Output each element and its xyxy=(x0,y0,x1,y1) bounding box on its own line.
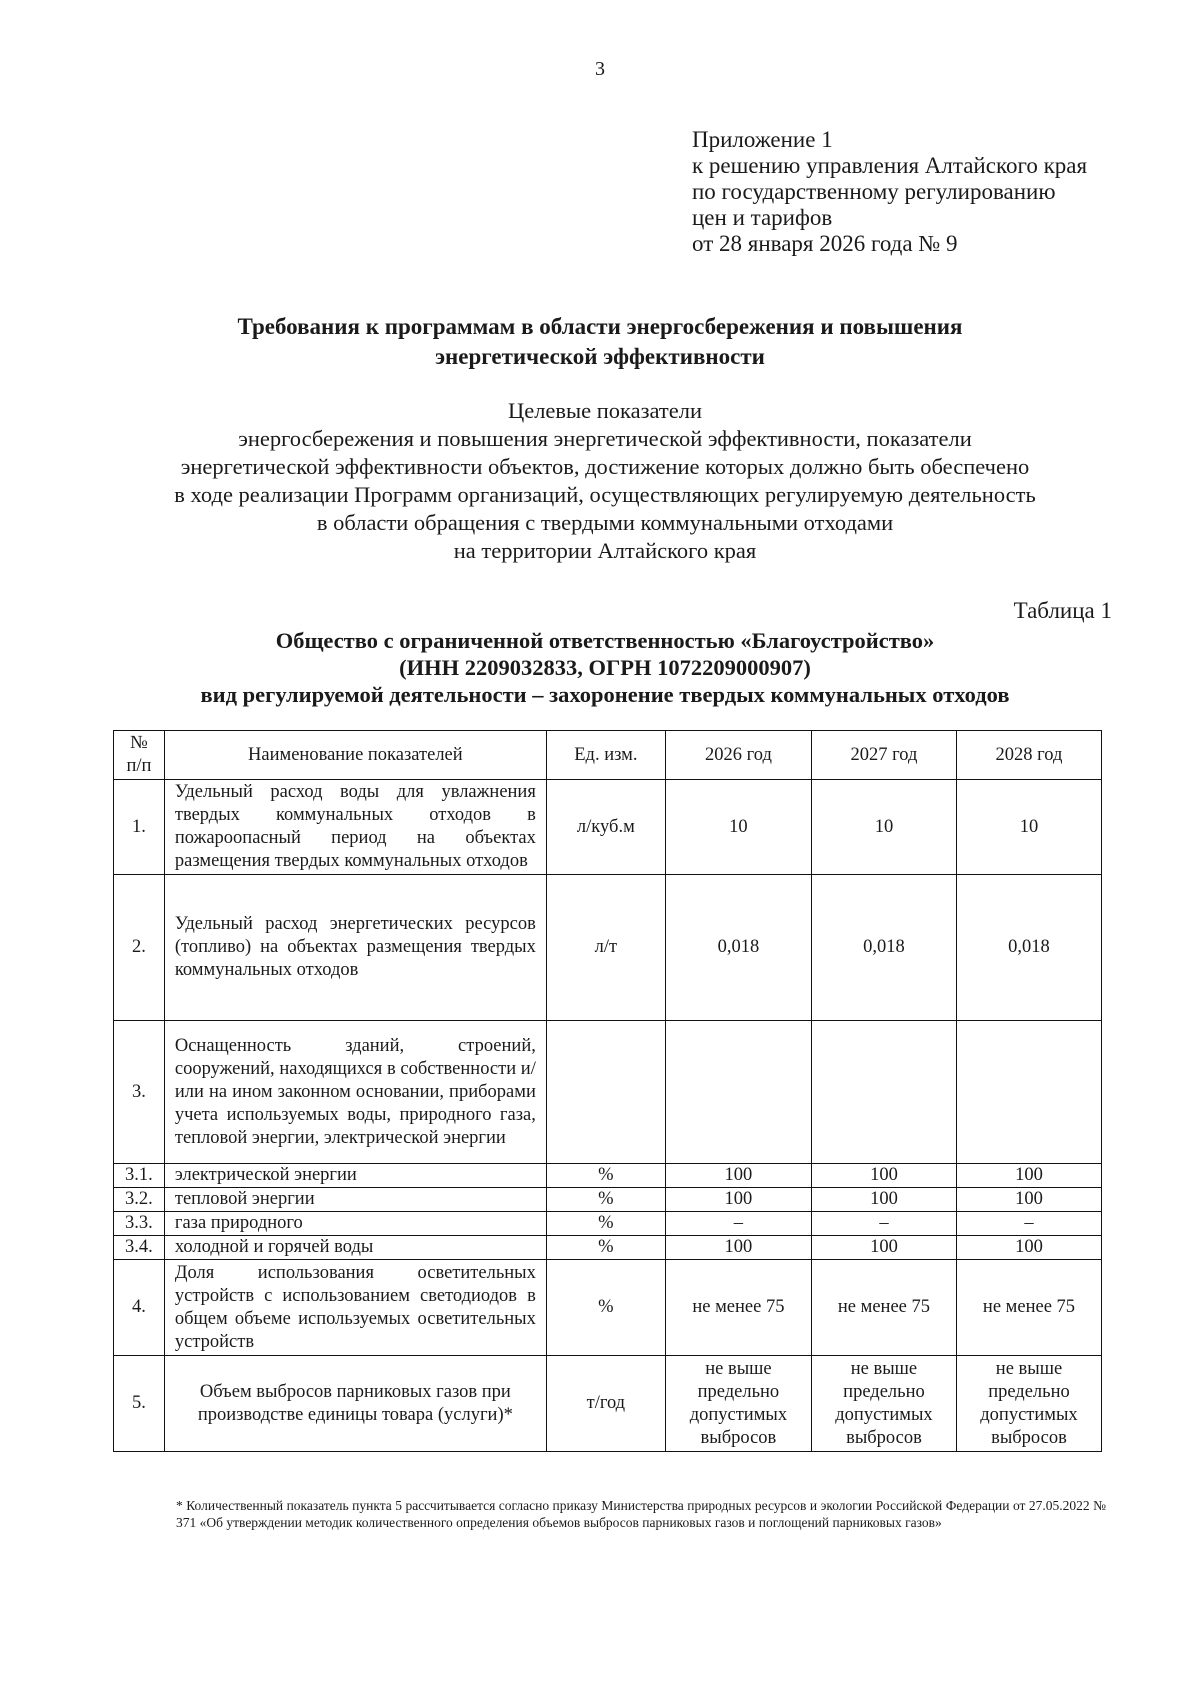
document-title xyxy=(100,312,1100,372)
row-name: Удельный расход энергетических ресурсов (топливо) на объектах размещения твердых коммунальных отходов xyxy=(164,875,546,1021)
row-unit: % xyxy=(546,1188,665,1212)
row-unit: % xyxy=(546,1260,665,1356)
row-value-2028: – xyxy=(956,1212,1101,1236)
row-value-2026: 100 xyxy=(665,1188,811,1212)
appendix-line: цен и тарифов xyxy=(692,205,833,230)
row-value-2027: 100 xyxy=(811,1164,956,1188)
table-row xyxy=(114,1356,1102,1452)
appendix-line: Приложение 1 xyxy=(692,127,833,152)
row-num: 3. xyxy=(114,1021,165,1164)
row-value-2027 xyxy=(811,1021,956,1164)
row-name: Объем выбросов парниковых газов при производстве единицы товара (услуги)* xyxy=(164,1356,546,1452)
row-num: 1. xyxy=(114,780,165,875)
table-row xyxy=(114,1188,1102,1212)
header-num-line2: п/п xyxy=(126,756,152,776)
row-value-2028: 0,018 xyxy=(956,875,1101,1021)
table-row xyxy=(114,1260,1102,1356)
subtitle-line: энергосбережения и повышения энергетической эффективности, показатели xyxy=(238,426,972,451)
row-unit: % xyxy=(546,1164,665,1188)
row-name: холодной и горячей воды xyxy=(164,1236,546,1260)
row-name: газа природного xyxy=(164,1212,546,1236)
header-name: Наименование показателей xyxy=(164,731,546,780)
page-number: 3 xyxy=(595,58,605,80)
row-value-2026: 100 xyxy=(665,1164,811,1188)
row-value-2028: не менее 75 xyxy=(956,1260,1101,1356)
table-row xyxy=(114,1212,1102,1236)
row-num: 3.1. xyxy=(114,1164,165,1188)
appendix-line: от 28 января 2026 года № 9 xyxy=(692,231,958,256)
indicators-table xyxy=(113,730,1102,1452)
row-value-2026 xyxy=(665,1021,811,1164)
row-value-2026: не выше предельно допустимых выбросов xyxy=(665,1356,811,1452)
row-unit xyxy=(546,1021,665,1164)
row-unit: т/год xyxy=(546,1356,665,1452)
row-value-2027: 100 xyxy=(811,1236,956,1260)
row-name: тепловой энергии xyxy=(164,1188,546,1212)
row-value-2028: не выше предельно допустимых выбросов xyxy=(956,1356,1101,1452)
table-row xyxy=(114,1164,1102,1188)
row-value-2026: 0,018 xyxy=(665,875,811,1021)
footnote: * Количественный показатель пункта 5 рассчитывается согласно приказу Министерства природных ресурсов и экологии Российской Федерации от 27.05.2022 № 371 «Об утверждении методик количественного определения объемов выбросов парниковых газов и поглощений парниковых газов» xyxy=(176,1498,1106,1530)
organization-name: Общество с ограниченной ответственностью «Благоустройство» xyxy=(275,628,935,653)
row-value-2027: – xyxy=(811,1212,956,1236)
appendix-line: по государственному регулированию xyxy=(692,179,1056,204)
row-value-2026: 100 xyxy=(665,1236,811,1260)
row-num: 3.2. xyxy=(114,1188,165,1212)
table-row xyxy=(114,1236,1102,1260)
title-line: энергетической эффективности xyxy=(435,344,765,369)
row-value-2027: не менее 75 xyxy=(811,1260,956,1356)
row-value-2028: 100 xyxy=(956,1236,1101,1260)
appendix-line: к решению управления Алтайского края xyxy=(692,153,1088,178)
row-unit: % xyxy=(546,1212,665,1236)
row-unit: % xyxy=(546,1236,665,1260)
row-name: Удельный расход воды для увлажнения твердых коммунальных отходов в пожароопасный период на объектах размещения твердых коммунальных отходов xyxy=(164,780,546,875)
row-num: 2. xyxy=(114,875,165,1021)
row-value-2027: 10 xyxy=(811,780,956,875)
subtitle-line: энергетической эффективности объектов, достижение которых должно быть обеспечено xyxy=(180,454,1030,479)
row-value-2027: 100 xyxy=(811,1188,956,1212)
table-label: Таблица 1 xyxy=(1013,598,1112,623)
row-num: 4. xyxy=(114,1260,165,1356)
row-name: электрической энергии xyxy=(164,1164,546,1188)
table-row xyxy=(114,780,1102,875)
document-subtitle xyxy=(80,397,1130,565)
row-value-2028: 100 xyxy=(956,1164,1101,1188)
activity-type: вид регулируемой деятельности – захоронение твердых коммунальных отходов xyxy=(200,682,1010,707)
subtitle-line: на территории Алтайского края xyxy=(453,538,757,563)
subtitle-line: в ходе реализации Программ организаций, осуществляющих регулируемую деятельность xyxy=(174,482,1036,507)
subtitle-line: в области обращения с твердыми коммунальными отходами xyxy=(316,510,894,535)
title-line: Требования к программам в области энергосбережения и повышения xyxy=(237,314,963,339)
row-num: 3.3. xyxy=(114,1212,165,1236)
header-unit: Ед. изм. xyxy=(546,731,665,780)
row-name: Оснащенность зданий, строений, сооружений, находящихся в собственности и/или на ином законном основании, приборами учета используемых воды, природного газа, тепловой энергии, электрической энергии xyxy=(164,1021,546,1164)
table-header-row xyxy=(114,731,1102,780)
row-value-2028: 100 xyxy=(956,1188,1101,1212)
organization-ids: (ИНН 2209032833, ОГРН 1072209000907) xyxy=(399,655,811,680)
table-row xyxy=(114,875,1102,1021)
organization-block xyxy=(80,627,1130,708)
row-name: Доля использования осветительных устройств с использованием светодиодов в общем объеме используемых осветительных устройств xyxy=(164,1260,546,1356)
header-2026: 2026 год xyxy=(665,731,811,780)
row-unit: л/куб.м xyxy=(546,780,665,875)
header-num-line1: № xyxy=(130,733,148,753)
row-value-2026: – xyxy=(665,1212,811,1236)
header-2027: 2027 год xyxy=(811,731,956,780)
header-num xyxy=(114,731,165,780)
row-value-2026: 10 xyxy=(665,780,811,875)
row-num: 5. xyxy=(114,1356,165,1452)
row-value-2028 xyxy=(956,1021,1101,1164)
header-2028: 2028 год xyxy=(956,731,1101,780)
row-unit: л/т xyxy=(546,875,665,1021)
row-num: 3.4. xyxy=(114,1236,165,1260)
row-value-2028: 10 xyxy=(956,780,1101,875)
row-value-2027: не выше предельно допустимых выбросов xyxy=(811,1356,956,1452)
appendix-block xyxy=(692,127,1087,257)
row-value-2026: не менее 75 xyxy=(665,1260,811,1356)
table-row xyxy=(114,1021,1102,1164)
subtitle-line: Целевые показатели xyxy=(507,398,703,423)
row-value-2027: 0,018 xyxy=(811,875,956,1021)
